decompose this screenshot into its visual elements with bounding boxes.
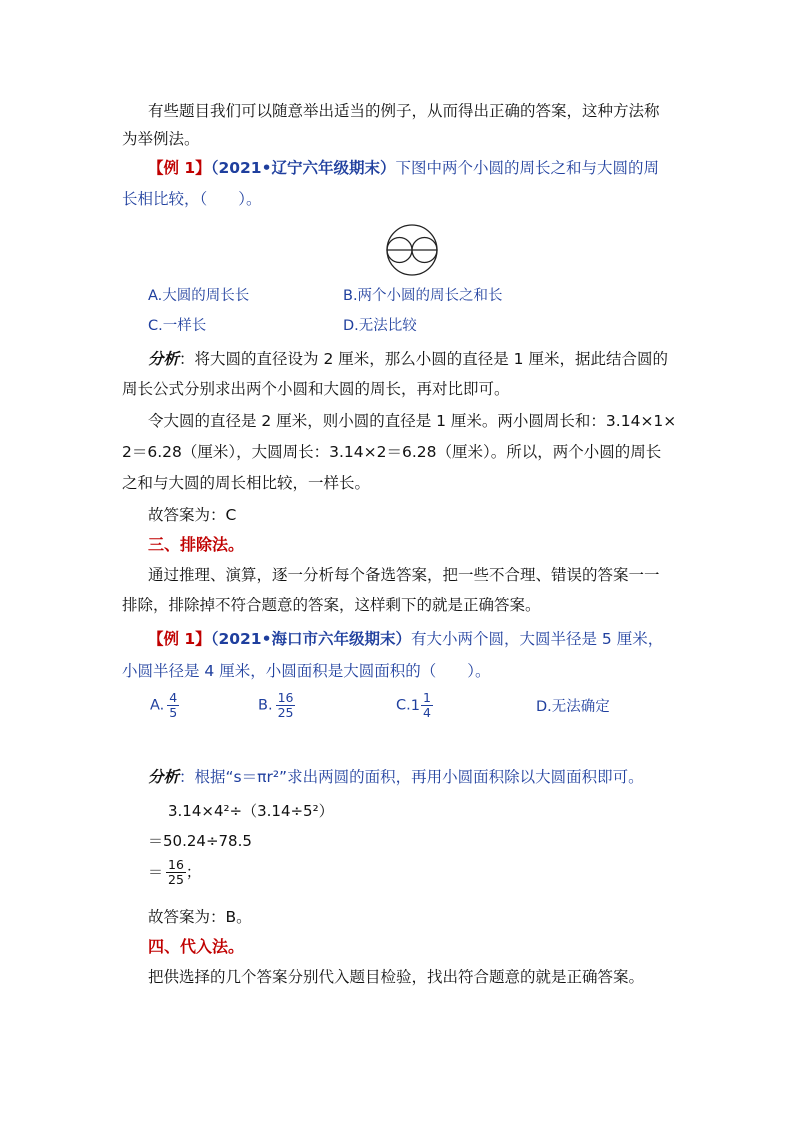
example2-question-text: 有大小两个圆，大圆半径是 5 厘米， (411, 630, 664, 648)
example1-question-text: 下图中两个小圆的周长之和与大圆的周 (395, 159, 660, 177)
example2-question-line-1 (148, 628, 663, 650)
example1-solution-line-2: 2＝6.28（厘米），大圆周长：3.14×2＝6.28（厘米）。所以，两个小圆的周长 (122, 443, 662, 461)
example2-option-a: A. $\frac{4}{5}$ (150, 690, 178, 720)
calc-line-1: 3.14×4²÷（3.14÷5²） (168, 802, 334, 820)
example2-option-d: D.无法确定 (536, 699, 610, 715)
example1-question-line-2: 长相比较，（ ）。 (122, 190, 262, 208)
example2-analysis-label: 分析 (148, 768, 180, 786)
example2-option-b: B. $\frac{16}{25}$ (258, 690, 294, 720)
example1-solution-line-3: 之和与大圆的周长相比较，一样长。 (122, 474, 371, 492)
section3-desc-line-1: 通过推理、演算，逐一分析每个备选答案，把一些不合理、错误的答案一一 (148, 566, 660, 584)
section3-title: 三、排除法。 (148, 535, 245, 554)
section3-desc-line-2: 排除，排除掉不符合题意的答案，这样剩下的就是正确答案。 (122, 596, 541, 614)
example1-solution-line-1: 令大圆的直径是 2 厘米，则小圆的直径是 1 厘米。两小圆周长和：3.14×1× (148, 412, 677, 430)
calc-line-3: ＝ $\frac{16}{25}$ ； (148, 857, 201, 887)
example1-source: （2021•辽宁六年级期末） (210, 159, 396, 177)
example2-tag: 【例 1】 (148, 630, 211, 648)
example1-option-b: B.两个小圆的周长之和长 (343, 288, 503, 304)
fraction: $\frac{16}{25}$ (168, 857, 184, 887)
example2-question-line-2: 小圆半径是 4 厘米，小圆面积是大圆面积的（ ）。 (122, 662, 491, 680)
example1-option-d: D.无法比较 (343, 318, 417, 334)
example1-tag: 【例 1】 (148, 159, 211, 177)
example2-source: （2021•海口市六年级期末） (210, 630, 411, 648)
example1-analysis-line-2: 周长公式分别求出两个小圆和大圆的周长，再对比即可。 (122, 380, 510, 398)
fraction: $\frac{1}{4}$ (422, 690, 431, 720)
example1-answer: 故答案为：C (148, 506, 237, 524)
example1-option-a: A.大圆的周长长 (148, 288, 250, 304)
example1-analysis-label: 分析 (148, 350, 180, 368)
calc-line-2: ＝50.24÷78.5 (148, 832, 252, 850)
example2-option-c: C.1 $\frac{1}{4}$ (396, 690, 431, 720)
example2-analysis-line (148, 766, 644, 788)
example1-question-line-1 (148, 157, 659, 179)
section4-desc-line-1: 把供选择的几个答案分别代入题目检验，找出符合题意的就是正确答案。 (148, 968, 645, 986)
example1-option-c: C.一样长 (148, 318, 207, 334)
example1-analysis-line-1 (148, 348, 668, 370)
section4-title: 四、代入法。 (148, 937, 245, 956)
fraction: $\frac{16}{25}$ (277, 690, 294, 720)
example2-analysis-text: ：根据“s＝πr²”求出两圆的面积，再用小圆面积除以大圆面积即可。 (179, 768, 644, 786)
fraction: $\frac{4}{5}$ (169, 690, 178, 720)
intro-line-1: 有些题目我们可以随意举出适当的例子，从而得出正确的答案，这种方法称 (148, 102, 660, 120)
example2-answer: 故答案为：B。 (148, 908, 252, 926)
intro-line-2: 为举例法。 (122, 130, 200, 148)
circles-figure (384, 222, 440, 278)
example1-analysis-text: ：将大圆的直径设为 2 厘米，那么小圆的直径是 1 厘米，据此结合圆的 (179, 350, 668, 368)
